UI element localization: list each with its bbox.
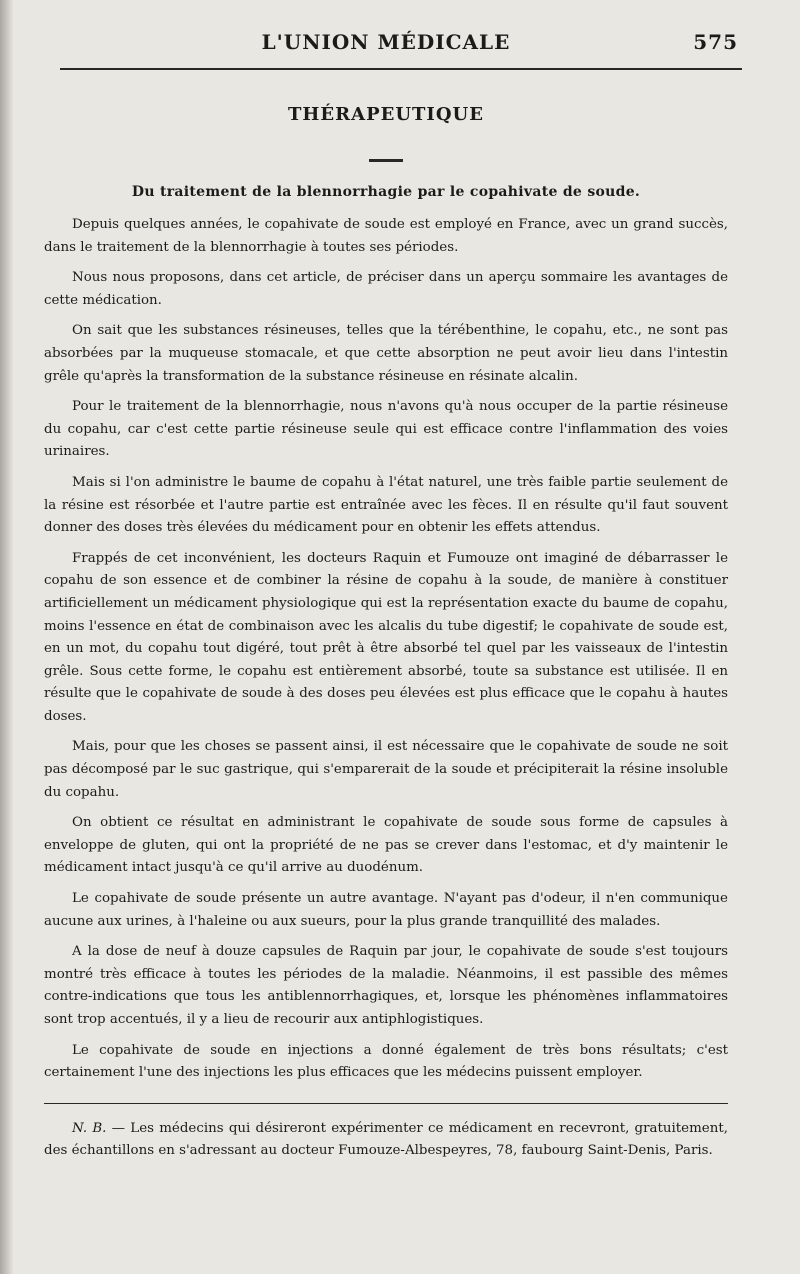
nb-paragraph: [44, 1118, 728, 1163]
nb-label: N. B.: [72, 1120, 107, 1136]
page-gutter-shadow: [0, 0, 14, 1274]
running-head: [44, 28, 738, 62]
paragraph: Mais, pour que les choses se passent ainsi, il est nécessaire que le copahivate de soude ne soit pas décomposé par le suc gastrique, qui s'emparerait de la soude et précipiterait la résine insoluble du copahu.: [44, 739, 728, 800]
paragraph: Mais si l'on administre le baume de copahu à l'état naturel, une très faible partie seulement de la résine est résorbée et l'autre partie est entraînée avec les fèces. Il en résulte qu'il faut souvent donner des doses très élevées du médicament pour en obtenir les effets attendus.: [44, 474, 728, 536]
article-body: [44, 214, 728, 1085]
paragraph: On sait que les substances résineuses, telles que la térébenthine, le copahu, etc., ne sont pas absorbées par la muqueuse stomacale, et que cette absorption ne peut avoir lieu dans l'intestin grêle qu'après la transformation de la substance résineuse en résinate alcalin.: [44, 323, 728, 384]
header-rule: [60, 68, 742, 70]
paragraph: Pour le traitement de la blennorrhagie, nous n'avons qu'à nous occuper de la partie résineuse du copahu, car c'est cette partie résineuse seule qui est efficace contre l'inflammation des voies urinaires.: [44, 399, 728, 460]
section-title: THÉRAPEUTIQUE: [288, 104, 484, 125]
page-number: 575: [693, 30, 738, 54]
paragraph: Le copahivate de soude en injections a donné également de très bons résultats; c'est certainement l'une des injections les plus efficaces que les médecins puissent employer.: [44, 1042, 728, 1081]
journal-title: L'UNION MÉDICALE: [261, 30, 511, 54]
paragraph: Frappés de cet inconvénient, les docteurs Raquin et Fumouze ont imaginé de débarrasser le copahu de son essence et de combiner la résine de copahu à la soude, de manière à constituer artificiellement un médicament physiologique qui est la représentation exacte du baume de copahu, moins l'essence en état de combinaison avec les alcalis du tube digestif; le copahivate de soude est, en un mot, du copahu tout digéré, tout prêt à être absorbé tel quel par les vaisseaux de l'intestin grêle. Sous cette forme, le copahu est entièrement absorbé, toute sa substance est utilisée. Il en résulte que le copahivate de soude à des doses peu élevées est plus efficace que le copahu à hautes doses.: [44, 550, 728, 724]
section-divider: [369, 159, 403, 162]
paragraph: Depuis quelques années, le copahivate de soude est employé en France, avec un grand succès, dans le traitement de la blennorrhagie à toutes ses périodes.: [44, 217, 728, 255]
footnote-nb: [44, 1103, 728, 1163]
paragraph: On obtient ce résultat en administrant le copahivate de soude sous forme de capsules à enveloppe de gluten, qui ont la propriété de ne pas se crever dans l'estomac, et d'y maintenir le médicament intact jusqu'à ce qu'il arrive au duodénum.: [44, 815, 728, 876]
paragraph: A la dose de neuf à douze capsules de Raquin par jour, le copahivate de soude s'est toujours montré très efficace à toutes les périodes de la maladie. Néanmoins, il est passible des mêmes contre-indications que tous les antiblennorrhagiques, et, lorsque les phénomènes inflammatoires sont trop accentués, il y a lieu de recourir aux antiphlogistiques.: [44, 944, 728, 1027]
nb-text: — Les médecins qui désireront expérimenter ce médicament en recevront, gratuitement, des échantillons en s'adressant au docteur Fumouze-Albespeyres, 78, faubourg Saint-Denis, Paris.: [44, 1120, 728, 1159]
paragraph: Nous nous proposons, dans cet article, de préciser dans un aperçu sommaire les avantages de cette médication.: [44, 270, 728, 308]
article-title: Du traitement de la blennorrhagie par le copahivate de soude.: [131, 184, 641, 200]
paragraph: Le copahivate de soude présente un autre avantage. N'ayant pas d'odeur, il n'en communique aucune aux urines, à l'haleine ou aux sueurs, pour la plus grande tranquillité des malades.: [44, 891, 728, 929]
